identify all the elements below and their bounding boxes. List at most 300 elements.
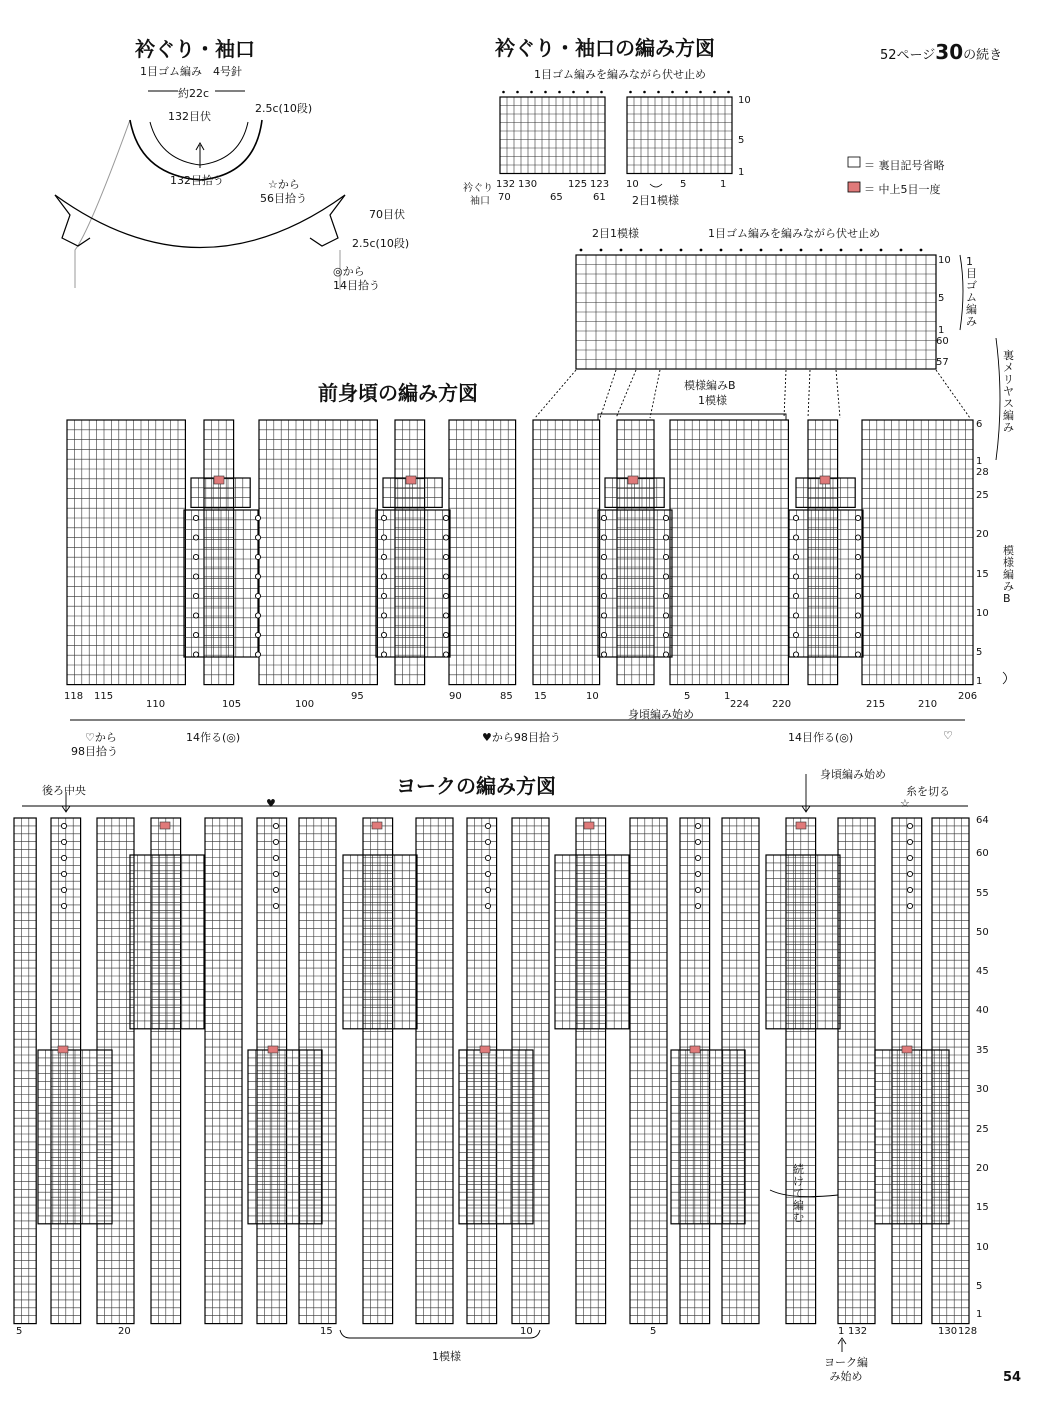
yarn-over-symbol bbox=[695, 887, 700, 892]
yoke-body-start: 身頃編み始め bbox=[820, 768, 886, 781]
band-row-10: 10 bbox=[938, 255, 951, 266]
yoke-repeat-bracket bbox=[340, 1330, 540, 1338]
neck-num-123: 123 bbox=[590, 179, 610, 190]
yoke-row-40: 40 bbox=[976, 1005, 989, 1016]
yarn-over-symbol bbox=[663, 593, 668, 598]
fb-num-105: 105 bbox=[222, 699, 242, 710]
yarn-over-symbol bbox=[663, 632, 668, 637]
front-body-column bbox=[862, 420, 973, 685]
cut-yarn: 糸を切る bbox=[906, 785, 950, 798]
ribbing-chart-title: 衿ぐり・袖口の編み方図 bbox=[495, 36, 715, 60]
yoke-row-1: 1 bbox=[976, 1309, 983, 1320]
yoke-lace-diamond bbox=[875, 1050, 949, 1224]
yoke-row-50: 50 bbox=[976, 927, 989, 938]
yarn-over-symbol bbox=[793, 632, 798, 637]
yarn-over-symbol bbox=[443, 554, 448, 559]
decrease-cell bbox=[268, 1046, 278, 1053]
yarn-over-symbol bbox=[695, 871, 700, 876]
yarn-over-symbol bbox=[907, 823, 912, 828]
neck-curve-inner bbox=[150, 122, 248, 165]
yoke-column bbox=[838, 818, 875, 1324]
bind-70: 70目伏 bbox=[369, 208, 405, 221]
yarn-over-symbol bbox=[273, 823, 278, 828]
band-row-57: 57 bbox=[936, 357, 949, 368]
front-body-title: 前身頃の編み方図 bbox=[318, 381, 478, 405]
yoke-row-10: 10 bbox=[976, 1242, 989, 1253]
yarn-over-symbol bbox=[193, 535, 198, 540]
fan-line bbox=[936, 370, 970, 418]
decrease-cell bbox=[480, 1046, 490, 1053]
fb-row-6: 6 bbox=[976, 419, 983, 430]
lace-diamond bbox=[789, 510, 863, 657]
yoke-column bbox=[97, 818, 134, 1324]
legend-red-swatch bbox=[848, 182, 860, 192]
bind-off-dot bbox=[800, 249, 803, 252]
bind-off-dot bbox=[530, 91, 533, 94]
yarn-over-symbol bbox=[855, 632, 860, 637]
fb-row-1a: 1 bbox=[976, 456, 983, 467]
yarn-over-symbol bbox=[855, 515, 860, 520]
yarn-over-symbol bbox=[601, 593, 606, 598]
yarn-over-symbol bbox=[193, 593, 198, 598]
yarn-over-symbol bbox=[61, 871, 66, 876]
yarn-over-symbol bbox=[61, 887, 66, 892]
yarn-over-symbol bbox=[485, 823, 490, 828]
yarn-over-symbol bbox=[855, 593, 860, 598]
band-row-5: 5 bbox=[938, 293, 945, 304]
yoke-start-arrow bbox=[838, 1338, 846, 1352]
yarn-over-symbol bbox=[381, 652, 386, 657]
yoke-row-60: 60 bbox=[976, 848, 989, 859]
yoke-row-25: 25 bbox=[976, 1124, 989, 1135]
yarn-over-symbol bbox=[193, 515, 198, 520]
yarn-over-symbol bbox=[485, 855, 490, 860]
yoke-row-45: 45 bbox=[976, 966, 989, 977]
band-note: 1目ゴム編みを編みながら伏せ止め bbox=[708, 227, 880, 240]
yoke-num-10: 10 bbox=[520, 1326, 533, 1337]
cuff-num-65: 65 bbox=[550, 192, 563, 203]
yoke-num-5a: 5 bbox=[16, 1326, 23, 1337]
ribbing-chart-right bbox=[627, 97, 732, 174]
yarn-over-symbol bbox=[273, 855, 278, 860]
decrease-cell bbox=[214, 476, 224, 484]
neck-pick-up: 132目拾う bbox=[170, 174, 224, 187]
pattern-b-repeat: 1模様 bbox=[698, 394, 727, 407]
yarn-over-symbol bbox=[601, 574, 606, 579]
fb-num-95: 95 bbox=[351, 691, 364, 702]
yarn-over-symbol bbox=[193, 613, 198, 618]
cuff-depth: 2.5c(10段) bbox=[352, 237, 410, 250]
yoke-num-1: 1 bbox=[838, 1326, 845, 1337]
bind-off-dot bbox=[660, 249, 663, 252]
legend-blank: ＝ 裏目記号省略 bbox=[864, 159, 945, 172]
yarn-over-symbol bbox=[443, 593, 448, 598]
decrease-cell bbox=[58, 1046, 68, 1053]
make-14-right: 14目作る(◎) bbox=[788, 731, 854, 744]
yoke-column bbox=[51, 818, 81, 1324]
yarn-over-symbol bbox=[273, 903, 278, 908]
yarn-over-symbol bbox=[485, 887, 490, 892]
yoke-lace-diamond bbox=[671, 1050, 745, 1224]
bind-off-dot bbox=[760, 249, 763, 252]
yarn-over-symbol bbox=[485, 903, 490, 908]
fan-line bbox=[600, 370, 616, 418]
yarn-over-symbol bbox=[61, 903, 66, 908]
yoke-lace-diamond bbox=[766, 855, 840, 1029]
yoke-column bbox=[416, 818, 453, 1324]
bind-off-dot bbox=[780, 249, 783, 252]
right-cuff bbox=[310, 195, 345, 246]
pattern-b-bracket bbox=[598, 414, 786, 420]
decrease-cell bbox=[902, 1046, 912, 1053]
pick-14: 14目拾う bbox=[333, 279, 380, 292]
yarn-over-symbol bbox=[793, 535, 798, 540]
page-number: 54 bbox=[1003, 1370, 1022, 1385]
yarn-over-symbol bbox=[855, 652, 860, 657]
yarn-over-symbol bbox=[381, 632, 386, 637]
ribbing-chart-left bbox=[500, 97, 605, 174]
continue-knitting-label: 続けて編む bbox=[793, 1163, 804, 1224]
yarn-over-symbol bbox=[695, 855, 700, 860]
yoke-column bbox=[467, 818, 497, 1324]
yarn-over-symbol bbox=[255, 652, 260, 657]
yarn-over-symbol bbox=[695, 903, 700, 908]
fb-num-1: 1 bbox=[724, 691, 731, 702]
decrease-cell bbox=[690, 1046, 700, 1053]
band-row-60: 60 bbox=[936, 336, 949, 347]
yarn-over-symbol bbox=[273, 887, 278, 892]
yarn-over-symbol bbox=[193, 554, 198, 559]
yarn-over-symbol bbox=[255, 613, 260, 618]
yoke-lace-diamond bbox=[38, 1050, 112, 1224]
yarn-over-symbol bbox=[907, 855, 912, 860]
yoke-row-15: 15 bbox=[976, 1202, 989, 1213]
fb-num-210: 210 bbox=[918, 699, 938, 710]
yarn-over-symbol bbox=[793, 554, 798, 559]
fb-num-10: 10 bbox=[586, 691, 599, 702]
rib-bracket bbox=[960, 255, 963, 330]
repeat-bracket bbox=[650, 184, 662, 187]
front-body-column bbox=[259, 420, 377, 685]
page-ref-prefix: 52ページ bbox=[880, 48, 936, 63]
yarn-over-symbol bbox=[485, 839, 490, 844]
front-body-column bbox=[617, 420, 654, 685]
cuff-label: 袖口 bbox=[470, 196, 490, 207]
rib-row-10: 10 bbox=[738, 95, 751, 106]
bind-off-dot bbox=[727, 91, 730, 94]
neck-sleeve-subtitle: 1目ゴム編み 4号針 bbox=[140, 65, 242, 78]
yoke-heart: ♥ bbox=[266, 797, 276, 810]
bind-off-dot bbox=[558, 91, 561, 94]
yarn-over-symbol bbox=[601, 652, 606, 657]
bind-off-dot bbox=[920, 249, 923, 252]
yoke-row-30: 30 bbox=[976, 1084, 989, 1095]
yarn-over-symbol bbox=[907, 887, 912, 892]
yarn-over-symbol bbox=[61, 823, 66, 828]
yoke-num-132: 132 bbox=[848, 1326, 868, 1337]
rib-vertical-label: 1目ゴム編み bbox=[966, 255, 977, 328]
yarn-over-symbol bbox=[855, 574, 860, 579]
yarn-over-symbol bbox=[601, 554, 606, 559]
yoke-row-64: 64 bbox=[976, 815, 989, 826]
yarn-over-symbol bbox=[61, 855, 66, 860]
front-body-column bbox=[449, 420, 516, 685]
yarn-over-symbol bbox=[907, 871, 912, 876]
bind-off-dot bbox=[671, 91, 674, 94]
yarn-over-symbol bbox=[793, 613, 798, 618]
bind-off-dot bbox=[580, 249, 583, 252]
bind-off-dot bbox=[685, 91, 688, 94]
yarn-over-symbol bbox=[255, 535, 260, 540]
bind-off-dot bbox=[502, 91, 505, 94]
yoke-lace-diamond bbox=[248, 1050, 322, 1224]
yoke-column bbox=[14, 818, 36, 1324]
fb-row-15: 15 bbox=[976, 569, 989, 580]
fb-num-110: 110 bbox=[146, 699, 166, 710]
yarn-over-symbol bbox=[273, 871, 278, 876]
yoke-num-20: 20 bbox=[118, 1326, 131, 1337]
bind-off-dot bbox=[600, 249, 603, 252]
fb-row-5: 5 bbox=[976, 647, 983, 658]
yarn-over-symbol bbox=[485, 871, 490, 876]
yarn-over-symbol bbox=[601, 515, 606, 520]
fb-num-215: 215 bbox=[866, 699, 886, 710]
front-body-column bbox=[533, 420, 600, 685]
yarn-over-symbol bbox=[793, 593, 798, 598]
pick-56: 56目拾う bbox=[260, 192, 307, 205]
bind-off-dot bbox=[516, 91, 519, 94]
page-reference bbox=[880, 40, 1002, 64]
bind-off-dot bbox=[586, 91, 589, 94]
yarn-over-symbol bbox=[255, 515, 260, 520]
fb-row-25: 25 bbox=[976, 490, 989, 501]
yoke-column bbox=[722, 818, 759, 1324]
yoke-column bbox=[512, 818, 549, 1324]
yarn-over-symbol bbox=[381, 574, 386, 579]
neck-bind-off: 132目伏 bbox=[168, 110, 211, 123]
yoke-num-128: 128 bbox=[958, 1326, 978, 1337]
decrease-cell bbox=[796, 822, 806, 829]
rib-repeat: 2目1模様 bbox=[632, 194, 679, 207]
bind-off-dot bbox=[629, 91, 632, 94]
pattern-b-label: 模様編みB bbox=[684, 379, 736, 392]
yoke-column bbox=[363, 818, 393, 1324]
stockinette-bracket bbox=[996, 338, 1000, 460]
yoke-column bbox=[786, 818, 816, 1324]
bind-off-dot bbox=[840, 249, 843, 252]
yoke-one-repeat: 1模様 bbox=[432, 1350, 461, 1363]
fan-line bbox=[784, 370, 786, 418]
fb-num-90: 90 bbox=[449, 691, 462, 702]
yarn-over-symbol bbox=[193, 652, 198, 657]
fan-line bbox=[808, 370, 810, 418]
yoke-column bbox=[151, 818, 181, 1324]
yoke-lace-diamond bbox=[459, 1050, 533, 1224]
neck-num-132: 132 bbox=[496, 179, 516, 190]
yarn-over-symbol bbox=[695, 823, 700, 828]
yoke-column bbox=[680, 818, 710, 1324]
left-cuff bbox=[55, 195, 90, 246]
yarn-over-symbol bbox=[793, 652, 798, 657]
yarn-over-symbol bbox=[255, 632, 260, 637]
yarn-over-symbol bbox=[663, 613, 668, 618]
fb-num-85: 85 bbox=[500, 691, 513, 702]
yoke-row-5: 5 bbox=[976, 1281, 983, 1292]
page-ref-number: 30 bbox=[935, 40, 964, 64]
yoke-column bbox=[576, 818, 606, 1324]
fb-num-224: 224 bbox=[730, 699, 750, 710]
heart-open: ♡ bbox=[943, 729, 953, 742]
yarn-over-symbol bbox=[855, 613, 860, 618]
fb-num-5: 5 bbox=[684, 691, 691, 702]
bind-off-dot bbox=[900, 249, 903, 252]
decrease-cell bbox=[160, 822, 170, 829]
yarn-over-symbol bbox=[601, 613, 606, 618]
neck-sleeve-title: 衿ぐり・袖口 bbox=[135, 37, 255, 61]
fb-num-115: 115 bbox=[94, 691, 114, 702]
yoke-column bbox=[630, 818, 667, 1324]
yarn-over-symbol bbox=[443, 515, 448, 520]
neck-label: 衿ぐり bbox=[463, 183, 493, 194]
yoke-column bbox=[257, 818, 287, 1324]
yarn-over-symbol bbox=[255, 574, 260, 579]
yarn-over-symbol bbox=[663, 515, 668, 520]
legend-red: ＝ 中上5目一度 bbox=[864, 183, 941, 196]
bind-off-dot bbox=[572, 91, 575, 94]
front-body-column bbox=[670, 420, 788, 685]
yarn-over-symbol bbox=[601, 632, 606, 637]
fan-line bbox=[650, 370, 660, 418]
yarn-over-symbol bbox=[443, 535, 448, 540]
lace-diamond bbox=[376, 510, 450, 657]
fb-num-118: 118 bbox=[64, 691, 84, 702]
cuff-num-70: 70 bbox=[498, 192, 511, 203]
from-heart-open: ♡から bbox=[85, 731, 117, 744]
yarn-over-symbol bbox=[193, 632, 198, 637]
yoke-row-35: 35 bbox=[976, 1045, 989, 1056]
neck-depth: 2.5c(10段) bbox=[255, 102, 313, 115]
band-repeat: 2目1模様 bbox=[592, 227, 639, 240]
bind-off-dot bbox=[680, 249, 683, 252]
yarn-over-symbol bbox=[793, 574, 798, 579]
rib-right-10: 10 bbox=[626, 179, 639, 190]
fb-num-220: 220 bbox=[772, 699, 792, 710]
pick-98: 98目拾う bbox=[71, 745, 118, 758]
yoke-lace-diamond bbox=[555, 855, 629, 1029]
bind-off-dot bbox=[643, 91, 646, 94]
fb-row-28: 28 bbox=[976, 467, 989, 478]
yoke-lace-diamond bbox=[343, 855, 417, 1029]
yoke-column bbox=[892, 818, 922, 1324]
body-start-label: 身頃編み始め bbox=[628, 708, 694, 721]
fb-num-206: 206 bbox=[958, 691, 978, 702]
bind-off-dot bbox=[600, 91, 603, 94]
make-14-left: 14作る(◎) bbox=[186, 731, 241, 744]
yarn-over-symbol bbox=[381, 613, 386, 618]
yarn-over-symbol bbox=[381, 593, 386, 598]
lace-diamond bbox=[598, 510, 672, 657]
bind-off-dot bbox=[713, 91, 716, 94]
bind-off-dot bbox=[700, 249, 703, 252]
yoke-start-label: ヨーク編み始め bbox=[824, 1356, 868, 1383]
fan-line bbox=[535, 370, 576, 418]
back-center-label: 後ろ中央 bbox=[42, 784, 86, 797]
top-band-grid bbox=[576, 255, 936, 369]
yarn-over-symbol bbox=[255, 593, 260, 598]
yoke-column bbox=[205, 818, 242, 1324]
decrease-cell bbox=[372, 822, 382, 829]
fb-num-15: 15 bbox=[534, 691, 547, 702]
yoke-num-5b: 5 bbox=[650, 1326, 657, 1337]
fb-num-100: 100 bbox=[295, 699, 315, 710]
front-body-column bbox=[67, 420, 185, 685]
yoke-title: ヨークの編み方図 bbox=[396, 774, 556, 798]
pattern-b-vertical-label: 模様編みB bbox=[1003, 544, 1014, 605]
page-ref-suffix: の続き bbox=[963, 48, 1003, 63]
bind-off-dot bbox=[640, 249, 643, 252]
yarn-over-symbol bbox=[663, 574, 668, 579]
ribbing-note: 1目ゴム編みを編みながら伏せ止め bbox=[534, 68, 706, 81]
rib-right-1: 1 bbox=[720, 179, 727, 190]
front-body-column bbox=[204, 420, 234, 685]
cuff-num-61: 61 bbox=[593, 192, 606, 203]
yoke-num-15: 15 bbox=[320, 1326, 333, 1337]
rib-row-1: 1 bbox=[738, 167, 745, 178]
yarn-over-symbol bbox=[443, 613, 448, 618]
yarn-over-symbol bbox=[663, 554, 668, 559]
bind-off-dot bbox=[699, 91, 702, 94]
yarn-over-symbol bbox=[855, 535, 860, 540]
decrease-cell bbox=[628, 476, 638, 484]
fb-row-20: 20 bbox=[976, 529, 989, 540]
fb-row-10: 10 bbox=[976, 608, 989, 619]
yarn-over-symbol bbox=[793, 515, 798, 520]
fan-line bbox=[616, 370, 636, 418]
yarn-over-symbol bbox=[907, 839, 912, 844]
yarn-over-symbol bbox=[601, 535, 606, 540]
yarn-over-symbol bbox=[381, 535, 386, 540]
yoke-star: ☆ bbox=[900, 797, 910, 810]
fb-row-1b: 1 bbox=[976, 676, 983, 687]
decrease-cell bbox=[584, 822, 594, 829]
yarn-over-symbol bbox=[381, 515, 386, 520]
neck-num-130: 130 bbox=[518, 179, 538, 190]
yarn-over-symbol bbox=[443, 574, 448, 579]
yarn-over-symbol bbox=[695, 839, 700, 844]
stockinette-vertical-label: 裏メリヤス編み bbox=[1003, 349, 1014, 434]
band-row-1: 1 bbox=[938, 325, 945, 336]
yoke-lace-diamond bbox=[130, 855, 204, 1029]
row1-arrow bbox=[1003, 672, 1007, 684]
yarn-over-symbol bbox=[443, 632, 448, 637]
yoke-num-130: 130 bbox=[938, 1326, 958, 1337]
fan-line bbox=[836, 370, 840, 418]
bind-off-dot bbox=[620, 249, 623, 252]
yoke-row-20: 20 bbox=[976, 1163, 989, 1174]
yarn-over-symbol bbox=[61, 839, 66, 844]
yarn-over-symbol bbox=[443, 652, 448, 657]
bind-off-dot bbox=[880, 249, 883, 252]
yoke-row-55: 55 bbox=[976, 888, 989, 899]
legend-blank-swatch bbox=[848, 157, 860, 167]
yarn-over-symbol bbox=[855, 554, 860, 559]
neck-width: 約22c bbox=[178, 87, 210, 100]
bind-off-dot bbox=[720, 249, 723, 252]
bind-off-dot bbox=[860, 249, 863, 252]
bind-off-dot bbox=[544, 91, 547, 94]
yarn-over-symbol bbox=[255, 554, 260, 559]
bind-off-dot bbox=[657, 91, 660, 94]
